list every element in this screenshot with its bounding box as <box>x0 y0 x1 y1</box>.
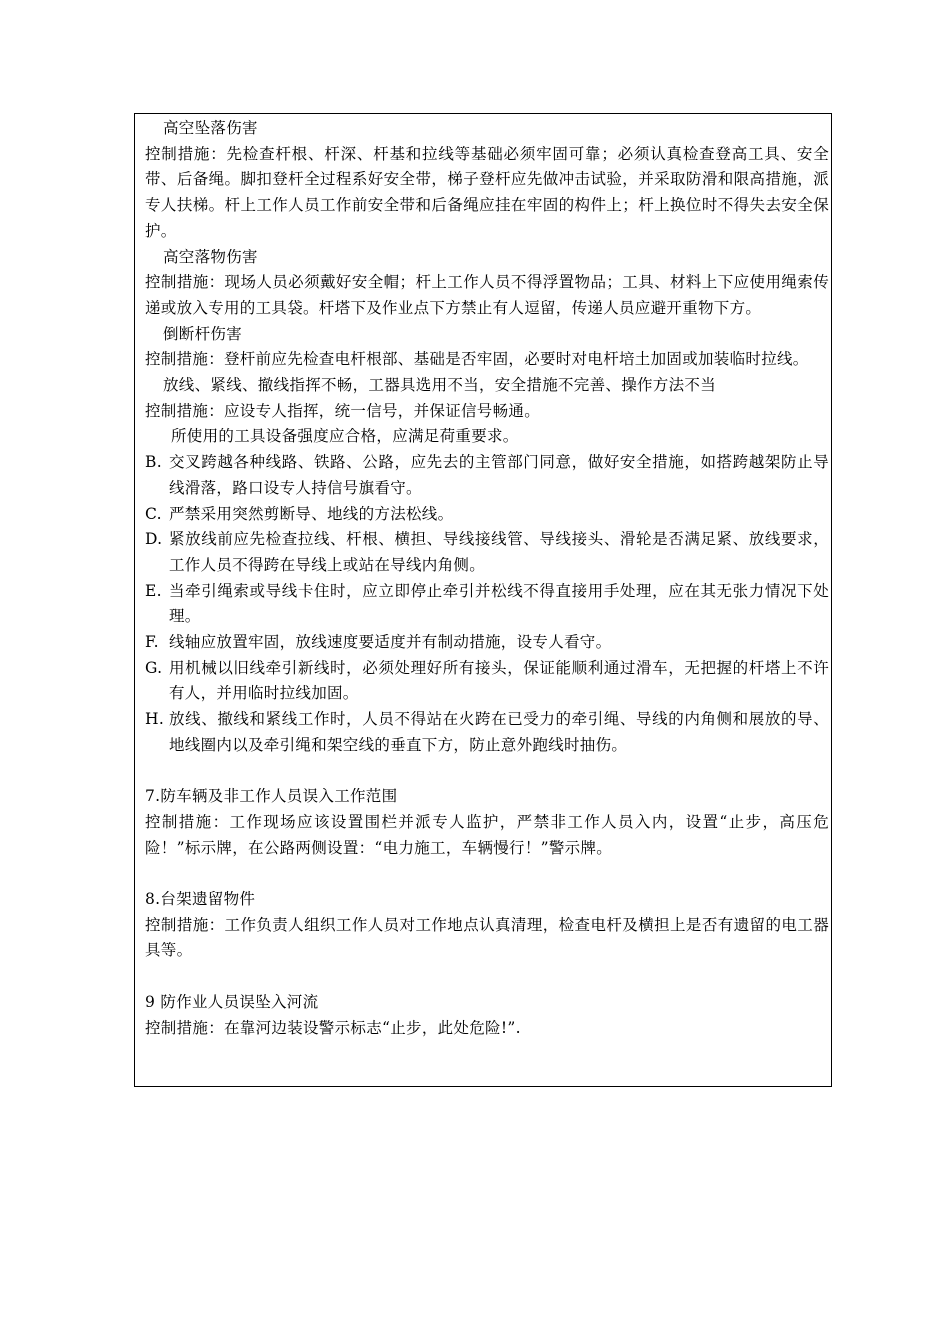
list-item-text: 严禁采用突然剪断导、地线的方法松线。 <box>169 504 454 523</box>
hazard-measure-fall: 控制措施：先检查杆根、杆深、杆基和拉线等基础必须牢固可靠；必须认真检查登高工具、安全带、后备绳。脚扣登杆全过程系好安全带，梯子登杆应先做冲击试验，并采取防滑和限高措施，派专人扶梯。杆上工作人员工作前安全带和后备绳应挂在牢固的构件上；杆上换位时不得失去安全保护。 <box>145 144 829 240</box>
list-item-b <box>145 450 829 501</box>
list-item-h <box>145 707 829 758</box>
document-body <box>145 116 829 1041</box>
list-marker: H. <box>145 710 165 729</box>
section-title-8: 8.台架遗留物件 <box>145 890 256 909</box>
hazard-measure-pole-collapse: 控制措施：登杆前应先检查电杆根部、基础是否牢固，必要时对电杆培土加固或加装临时拉线。 <box>145 350 809 369</box>
list-item-d <box>145 527 829 578</box>
spacer <box>145 964 829 990</box>
section-title-7: 7.防车辆及非工作人员误入工作范围 <box>145 787 398 806</box>
spacer <box>145 759 829 785</box>
list-item-f <box>145 630 829 656</box>
hazard-title-pole-collapse: 倒断杆伤害 <box>163 324 243 343</box>
section-measure-8: 控制措施：工作负责人组织工作人员对工作地点认真清理，检查电杆及横担上是否有遗留的电工器具等。 <box>145 915 829 960</box>
list-item-text: 紧放线前应先检查拉线、杆根、横担、导线接线管、导线接头、滑轮是否满足紧、放线要求，工作人员不得跨在导线上或站在导线内角侧。 <box>169 530 829 574</box>
hazard-measure-falling-object: 控制措施：现场人员必须戴好安全帽；杆上工作人员不得浮置物品；工具、材料上下应使用绳索传递或放入专用的工具袋。杆塔下及作业点下方禁止有人逗留，传递人员应避开重物下方。 <box>145 273 829 317</box>
list-marker: G. <box>145 658 163 677</box>
section-title-9: 9 防作业人员误坠入河流 <box>145 992 319 1011</box>
equipment-note: 所使用的工具设备强度应合格，应满足荷重要求。 <box>171 427 519 446</box>
hazard-measure-command: 控制措施：应设专人指挥，统一信号，并保证信号畅通。 <box>145 401 541 420</box>
list-item-text: 当牵引绳索或导线卡住时，应立即停止牵引并松线不得直接用手处理，应在其无张力情况下处理。 <box>169 581 829 626</box>
list-item-text: 用机械以旧线牵引新线时，必须处理好所有接头，保证能顺利通过滑车，无把握的杆塔上不许有人，并用临时拉线加固。 <box>169 658 829 703</box>
hazard-title-fall: 高空坠落伤害 <box>163 119 258 137</box>
list-marker: D. <box>145 530 163 549</box>
list-marker: C. <box>145 504 162 523</box>
list-marker: E. <box>145 581 162 600</box>
section-measure-9: 控制措施：在靠河边装设警示标志“止步，此处危险!”. <box>145 1018 521 1037</box>
section-measure-7: 控制措施：工作现场应该设置围栏并派专人监护，严禁非工作人员入内，设置“止步，高压危险！”标示牌，在公路两侧设置：“电力施工，车辆慢行！”警示牌。 <box>145 812 829 857</box>
list-item-text: 线轴应放置牢固，放线速度要适度并有制动措施，设专人看守。 <box>169 633 612 652</box>
hazard-title-command: 放线、紧线、撤线指挥不畅，工器具选用不当，安全措施不完善、操作方法不当 <box>163 376 717 395</box>
content-table-cell <box>134 113 832 1087</box>
list-item-e <box>145 579 829 630</box>
list-item-g <box>145 656 829 707</box>
list-item-c <box>145 502 829 528</box>
list-marker: F. <box>145 633 159 652</box>
spacer <box>145 861 829 887</box>
hazard-title-falling-object: 高空落物伤害 <box>163 247 258 266</box>
list-item-text: 放线、撤线和紧线工作时，人员不得站在火跨在已受力的牵引绳、导线的内角侧和展放的导、地线圈内以及牵引绳和架空线的垂直下方，防止意外跑线时抽伤。 <box>169 710 829 754</box>
list-item-text: 交叉跨越各种线路、铁路、公路，应先去的主管部门同意，做好安全措施，如搭跨越架防止导线滑落，路口设专人持信号旗看守。 <box>169 453 829 497</box>
list-marker: B. <box>145 453 162 472</box>
